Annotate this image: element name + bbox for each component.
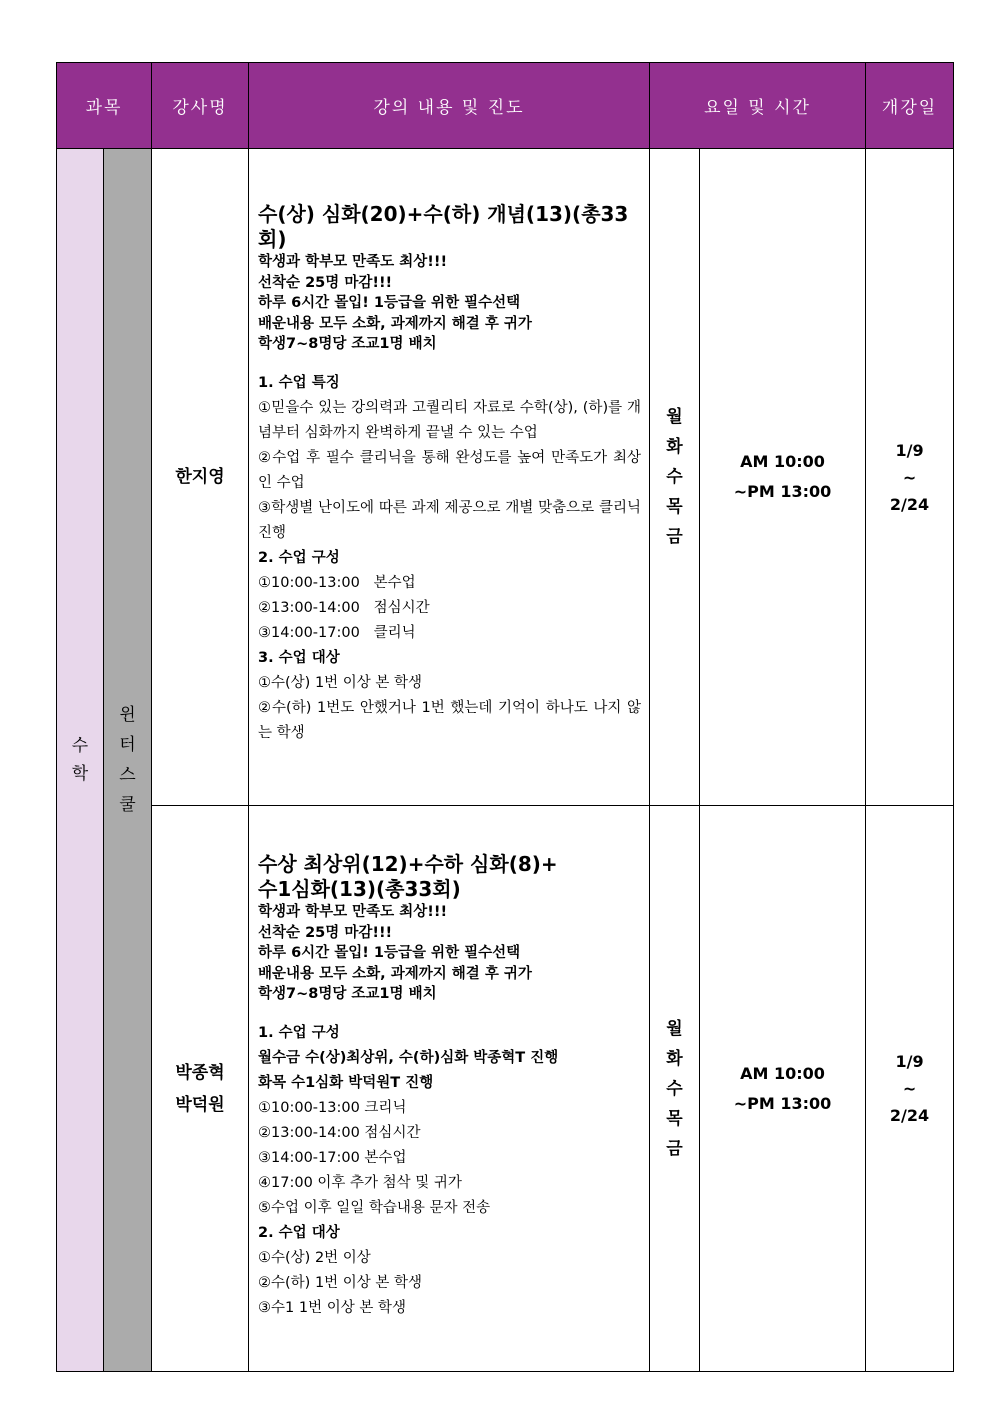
section-heading: 3. 수업 대상 [258, 649, 340, 666]
day-char: 목 [666, 1108, 683, 1129]
day-char: 화 [666, 1048, 683, 1069]
day-char: 수 [666, 467, 683, 487]
subject-cell [57, 149, 104, 1372]
subject-char: 수 [71, 736, 89, 756]
course-row-2 [57, 806, 954, 1372]
highlight-line: 선착순 25명 마감!!! [258, 924, 393, 941]
section-item: ①10:00-13:00 본수업 [258, 574, 416, 591]
date-line: ~ [902, 1079, 917, 1098]
date-line: 1/9 [895, 1052, 924, 1071]
section-item: ③수1 1번 이상 본 학생 [258, 1299, 406, 1316]
section-item: ②수(하) 1번도 안했거나 1번 했는데 기억이 하나도 나지 않는 학생 [258, 699, 642, 741]
program-char: 터 [119, 735, 136, 755]
time-line: ~PM 13:00 [733, 482, 832, 501]
section-subhead: 화목 수1심화 박덕원T 진행 [258, 1074, 434, 1091]
course-title: 수(상) 심화(20)+수(하) 개념(13)(총33회) [258, 202, 629, 251]
course-title: 수상 최상위(12)+수하 심화(8)+ [258, 852, 558, 876]
program-char: 쿨 [119, 795, 136, 815]
section-item: ②수업 후 필수 클리닉을 통해 완성도를 높여 만족도가 최상인 수업 [258, 449, 642, 491]
program-char: 스 [119, 765, 136, 785]
time-line: ~PM 13:00 [733, 1093, 832, 1113]
teacher-cell [152, 149, 249, 806]
date-line: 1/9 [895, 440, 924, 460]
day-char: 목 [666, 497, 683, 517]
highlight-line: 선착순 25명 마감!!! [258, 274, 393, 291]
date-line: 2/24 [889, 1106, 930, 1125]
section-subhead: 월수금 수(상)최상위, 수(하)심화 박종혁T 진행 [258, 1049, 559, 1066]
day-char: 화 [666, 437, 683, 457]
header-subject: 과목 [57, 63, 152, 149]
section-item: ②13:00-14:00 점심시간 [258, 599, 430, 616]
section-item: ①수(상) 2번 이상 [258, 1249, 371, 1266]
section-item: ⑤수업 이후 일일 학습내용 문자 전송 [258, 1199, 491, 1216]
time-line: AM 10:00 [740, 452, 825, 471]
time-cell [700, 149, 866, 806]
days-cell [650, 149, 700, 806]
schedule-table [56, 62, 954, 1372]
highlight-line: 학생과 학부모 만족도 최상!!! [258, 904, 448, 920]
section-item: ①믿을수 있는 강의력과 고퀄리티 자료로 수학(상), (하)를 개념부터 심화까지 완벽하게 끝낼 수 있는 수업 [258, 399, 642, 441]
section-item: ①10:00-13:00 크리닉 [258, 1099, 407, 1116]
header-schedule: 요일 및 시간 [650, 63, 866, 149]
content-cell [249, 806, 650, 1372]
highlight-line: 배운내용 모두 소화, 과제까지 해결 후 귀가 [258, 315, 532, 332]
program-char: 윈 [119, 705, 136, 725]
highlight-line: 배운내용 모두 소화, 과제까지 해결 후 귀가 [258, 965, 532, 982]
teacher-name: 한지영 [175, 467, 225, 487]
section-item: ①수(상) 1번 이상 본 학생 [258, 674, 423, 691]
date-line: 2/24 [889, 494, 930, 514]
highlight-line: 학생과 학부모 만족도 최상!!! [258, 254, 448, 270]
start-date-cell [866, 806, 954, 1372]
teacher-name: 박종혁 [175, 1062, 225, 1083]
header-row [57, 63, 954, 149]
program-cell [104, 149, 152, 1372]
content-cell [249, 149, 650, 806]
header-teacher: 강사명 [152, 63, 249, 149]
section-heading: 2. 수업 대상 [258, 1224, 340, 1241]
course-title: 수1심화(13)(총33회) [258, 877, 461, 901]
day-char: 금 [666, 1138, 683, 1159]
day-char: 월 [666, 1018, 683, 1039]
section-item: ④17:00 이후 추가 첨삭 및 귀가 [258, 1174, 462, 1191]
section-item: ③14:00-17:00 본수업 [258, 1149, 407, 1166]
section-heading: 1. 수업 구성 [258, 1024, 340, 1041]
section-item: ②수(하) 1번 이상 본 학생 [258, 1274, 423, 1291]
highlight-line: 하루 6시간 몰입! 1등급을 위한 필수선택 [258, 945, 521, 961]
section-heading: 2. 수업 구성 [258, 549, 340, 566]
section-heading: 1. 수업 특징 [258, 374, 340, 391]
highlight-line: 학생7~8명당 조교1명 배치 [258, 986, 437, 1002]
header-start-date: 개강일 [866, 63, 954, 149]
day-char: 금 [666, 527, 683, 547]
teacher-cell [152, 806, 249, 1372]
day-char: 월 [666, 407, 683, 427]
subject-char: 학 [71, 764, 89, 784]
time-cell [700, 806, 866, 1372]
teacher-name: 박덕원 [175, 1094, 225, 1115]
highlight-line: 학생7~8명당 조교1명 배치 [258, 336, 437, 352]
date-line: ~ [902, 467, 917, 487]
time-line: AM 10:00 [740, 1063, 825, 1083]
highlight-line: 하루 6시간 몰입! 1등급을 위한 필수선택 [258, 295, 521, 311]
section-item: ③14:00-17:00 클리닉 [258, 624, 416, 641]
days-cell [650, 806, 700, 1372]
section-item: ②13:00-14:00 점심시간 [258, 1124, 421, 1141]
header-content: 강의 내용 및 진도 [249, 63, 650, 149]
section-item: ③학생별 난이도에 따른 과제 제공으로 개별 맞춤으로 클리닉 진행 [258, 499, 642, 541]
course-row-1 [57, 149, 954, 806]
start-date-cell [866, 149, 954, 806]
day-char: 수 [666, 1078, 683, 1099]
